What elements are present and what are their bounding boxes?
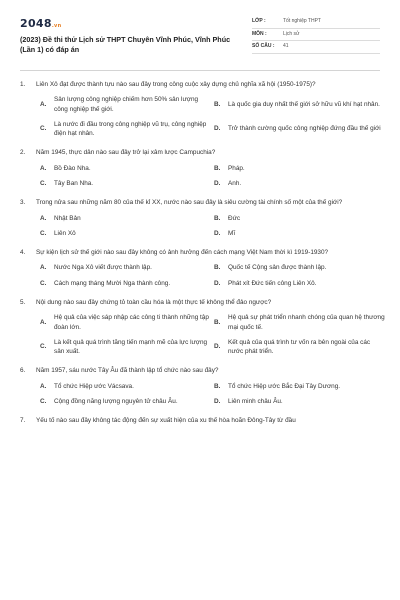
option-b[interactable]	[214, 214, 386, 223]
option-text: Hệ quả của việc sáp nhập các công ti thành những tập đoàn lớn.	[54, 314, 209, 331]
question-number: 3.	[20, 199, 26, 207]
option-text: Nước Nga Xô viết được thành lập.	[54, 264, 152, 272]
option-letter: C.	[40, 343, 47, 351]
question-item	[20, 148, 382, 188]
option-text: Anh.	[228, 179, 242, 187]
option-letter: D.	[214, 179, 221, 187]
option-d[interactable]	[214, 338, 386, 357]
logo-main-text: 2048	[20, 17, 52, 30]
option-c[interactable]	[40, 338, 212, 357]
info-value-subject: Lịch sử	[283, 30, 300, 37]
option-letter: C.	[40, 229, 47, 237]
info-row-class	[252, 16, 380, 29]
question-number: 5.	[20, 298, 26, 306]
option-a[interactable]	[40, 95, 212, 114]
option-letter: D.	[214, 229, 221, 237]
info-value-count: 41	[283, 43, 289, 50]
info-row-subject	[252, 29, 380, 42]
option-a[interactable]	[40, 382, 212, 391]
option-text: Mĩ	[228, 229, 236, 237]
option-letter: D.	[214, 397, 221, 405]
option-text: Là quốc gia duy nhất thế giới sở hữu vũ khí hạt nhân.	[228, 100, 380, 108]
option-letter: A.	[40, 164, 47, 172]
option-text: Là nước đi đầu trong công nghiệp vũ trụ, công nghiệp điện hạt nhân.	[54, 120, 207, 138]
question-item	[20, 248, 382, 288]
option-text: Liên minh châu Âu.	[228, 397, 283, 405]
header-divider	[20, 70, 380, 71]
question-number: 2.	[20, 149, 26, 157]
option-text: Trở thành cường quốc công nghiệp đứng đầu thế giới	[228, 125, 381, 133]
info-row-count	[252, 41, 380, 54]
option-d[interactable]	[214, 179, 386, 188]
option-letter: D.	[214, 279, 221, 287]
option-b[interactable]	[214, 164, 386, 173]
question-text: Liên Xô đạt được thành tựu nào sau đây trong công cuộc xây dựng chủ nghĩa xã hội (1950-1975)?	[36, 81, 316, 88]
question-text: Sự kiện lịch sử thế giới nào sau đây không có ảnh hưởng đến cách mạng Việt Nam thời kì 1919-1930?	[36, 249, 329, 257]
option-letter: A.	[40, 382, 47, 390]
option-b[interactable]	[214, 95, 386, 114]
option-text: Tổ chức Hiệp ước Vácsava.	[54, 382, 134, 390]
option-list	[20, 95, 382, 138]
option-letter: C.	[40, 179, 47, 187]
option-text: Hệ quả sự phát triển nhanh chóng của quan hệ thương mại quốc tế.	[228, 314, 385, 331]
question-stem	[20, 198, 382, 207]
option-letter: A.	[40, 318, 47, 326]
option-letter: B.	[214, 318, 221, 326]
option-text: Tây Ban Nha.	[54, 179, 94, 187]
option-list	[20, 382, 382, 407]
document-header	[20, 12, 380, 64]
option-text: Quốc tế Cộng sản được thành lập.	[228, 264, 327, 272]
option-text: Liên Xô	[54, 229, 76, 237]
question-item	[20, 198, 382, 238]
option-c[interactable]	[40, 229, 212, 238]
option-text: Kết quả của quá trình tư vốn ra bên ngoài của các nước phát triển.	[228, 338, 371, 356]
option-letter: A.	[40, 214, 47, 222]
question-text: Nội dung nào sau đây chứng tỏ toàn cầu hóa là một thực tế không thể đảo ngược?	[36, 298, 272, 306]
option-c[interactable]	[40, 179, 212, 188]
question-stem	[20, 366, 382, 375]
question-text: Năm 1957, sáu nước Tây Âu đã thành lập tổ chức nào sau đây?	[36, 367, 219, 375]
option-text: Tổ chức Hiệp ước Bắc Đại Tây Dương.	[228, 382, 341, 390]
option-text: Đức	[228, 214, 241, 222]
question-text: Yếu tố nào sau đây không tác động đến sự xuất hiện của xu thế hòa hoãn Đông-Tây từ đầu	[36, 417, 296, 425]
option-c[interactable]	[40, 120, 212, 139]
option-d[interactable]	[214, 279, 386, 288]
option-text: Cộng đồng năng lượng nguyên tử châu Âu.	[54, 397, 178, 405]
info-label-class: LỚP :	[252, 18, 266, 25]
option-text: Là kết quả quá trình tăng tiến mạnh mẽ của lực lượng sản xuất.	[54, 338, 208, 356]
option-c[interactable]	[40, 279, 212, 288]
question-item	[20, 298, 385, 356]
question-stem	[20, 416, 382, 425]
option-letter: B.	[214, 264, 221, 272]
option-a[interactable]	[40, 313, 212, 332]
option-letter: C.	[40, 125, 47, 133]
question-item	[20, 416, 382, 425]
option-letter: D.	[214, 125, 221, 133]
question-text: Trong nửa sau những năm 80 của thế kỉ XX, nước nào sau đây là siêu cường tài chính số một của thế giới?	[36, 199, 343, 207]
question-text: Năm 1945, thực dân nào sau đây trở lại xâm lược Campuchia?	[36, 149, 216, 157]
info-value-class: Tốt nghiệp THPT	[283, 18, 321, 25]
option-d[interactable]	[214, 229, 386, 238]
document-title: (2023) Đề thi thử Lịch sử THPT Chuyên Vĩnh Phúc, Vĩnh Phúc (Lần 1) có đáp án	[20, 35, 231, 54]
question-number: 7.	[20, 417, 26, 425]
question-item	[20, 80, 382, 138]
question-stem	[20, 148, 382, 157]
logo-suffix-text: .vn	[51, 23, 62, 29]
question-list	[20, 80, 385, 435]
question-stem	[20, 248, 382, 257]
option-text: Sản lượng công nghiệp chiếm hơn 50% sản lượng công nghiệp thế giới.	[54, 96, 199, 113]
option-a[interactable]	[40, 263, 212, 272]
option-text: Phát xít Đức tiến công Liên Xô.	[228, 279, 317, 287]
option-list	[20, 214, 382, 239]
option-d[interactable]	[214, 397, 386, 406]
option-text: Cách mạng tháng Mười Nga thành công.	[54, 279, 171, 287]
option-text: Pháp.	[228, 164, 245, 172]
option-b[interactable]	[214, 263, 386, 272]
option-b[interactable]	[214, 313, 386, 332]
option-list	[20, 164, 382, 189]
question-number: 6.	[20, 367, 26, 375]
option-letter: B.	[214, 164, 221, 172]
option-letter: C.	[40, 397, 47, 405]
option-letter: C.	[40, 279, 47, 287]
document-info-table	[252, 16, 380, 54]
question-stem	[20, 80, 382, 89]
question-item	[20, 366, 382, 406]
option-text: Nhật Bản	[54, 214, 81, 222]
info-label-subject: MÔN :	[252, 30, 267, 37]
option-letter: A.	[40, 264, 47, 272]
option-list	[20, 263, 382, 288]
question-number: 1.	[20, 81, 26, 88]
option-list	[20, 313, 385, 356]
option-letter: B.	[214, 100, 221, 108]
site-logo[interactable]	[20, 16, 61, 32]
option-a[interactable]	[40, 164, 212, 173]
question-number: 4.	[20, 249, 26, 257]
option-d[interactable]	[214, 120, 386, 139]
option-a[interactable]	[40, 214, 212, 223]
option-letter: D.	[214, 343, 221, 351]
option-letter: A.	[40, 100, 47, 108]
option-c[interactable]	[40, 397, 212, 406]
option-b[interactable]	[214, 382, 386, 391]
option-letter: B.	[214, 214, 221, 222]
option-text: Bồ Đào Nha.	[54, 164, 91, 172]
question-stem	[20, 298, 382, 307]
option-letter: B.	[214, 382, 221, 390]
info-label-count: SỐ CÂU :	[252, 43, 275, 50]
